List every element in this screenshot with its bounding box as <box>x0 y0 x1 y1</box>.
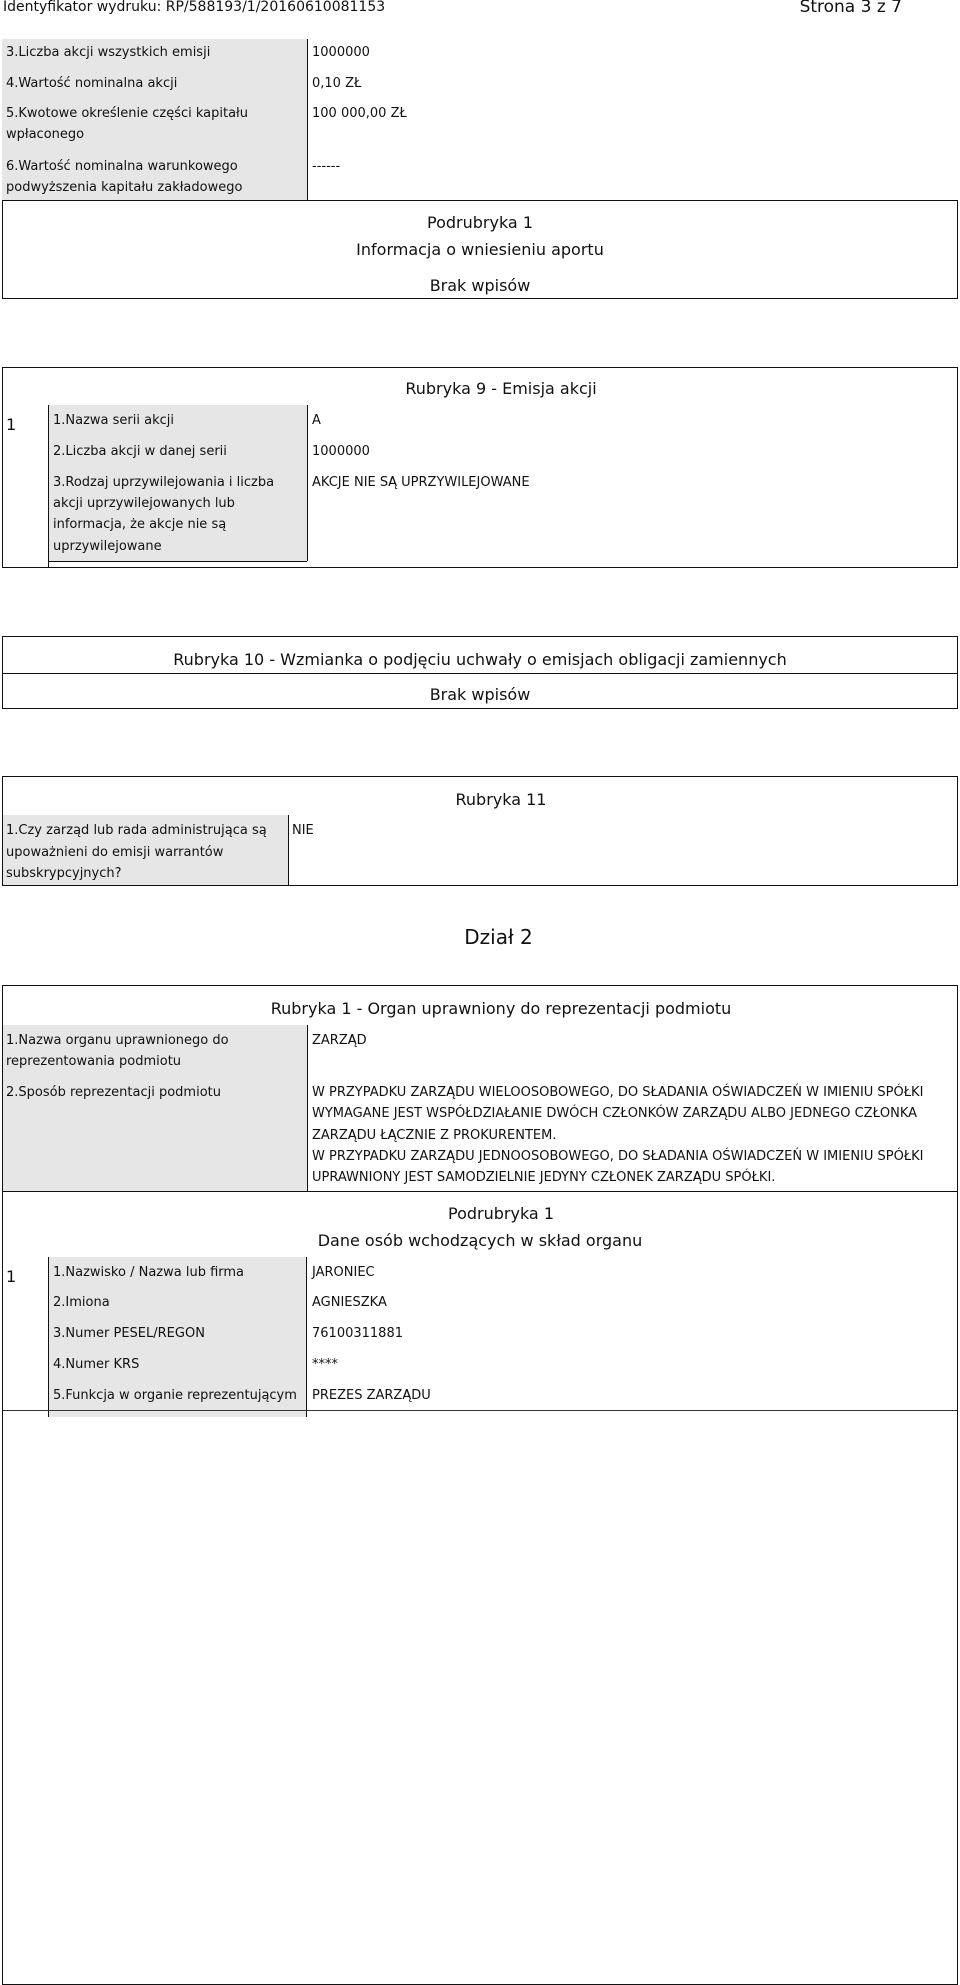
aport-section <box>2 200 958 299</box>
member-row-value: AGNIESZKA <box>312 1295 387 1310</box>
members-subtitle: Dane osób wchodzących w skład organu <box>317 1231 643 1250</box>
rubryka1-row-label: 2.Sposób reprezentacji podmiotu <box>6 1085 221 1100</box>
representation-text: W PRZYPADKU ZARZĄDU JEDNOOSOBOWEGO, DO SŁADANIA OŚWIADCZEŃ W IMIENIU SPÓŁKI <box>312 1149 924 1164</box>
rubryka10-status: Brak wpisów <box>429 685 531 704</box>
top-row-label: 5.Kwotowe określenie części kapitału <box>6 106 248 121</box>
representation-text: UPRAWNIONY JEST SAMODZIELNIE JEDYNY CZŁONEK ZARZĄDU SPÓŁKI. <box>312 1170 776 1185</box>
aport-subtitle: Informacja o wniesieniu aportu <box>356 240 604 259</box>
rubryka11-label: 1.Czy zarząd lub rada administrująca są <box>6 823 267 838</box>
top-row-label: podwyższenia kapitału zakładowego <box>6 180 243 195</box>
rubryka11-title: Rubryka 11 <box>455 790 547 809</box>
members-title: Podrubryka 1 <box>448 1204 554 1223</box>
representation-text: WYMAGANE JEST WSPÓŁDZIAŁANIE DWÓCH CZŁONKÓW ZARZĄDU ALBO JEDNEGO CZŁONKA <box>312 1106 918 1121</box>
member-row-value: JARONIEC <box>312 1265 375 1280</box>
rubryka9-row-value: AKCJE NIE SĄ UPRZYWILEJOWANE <box>312 475 530 490</box>
top-row-label: 6.Wartość nominalna warunkowego <box>6 159 238 174</box>
rubryka9-row-label: 3.Rodzaj uprzywilejowania i liczba <box>53 475 275 490</box>
member-row-value: PREZES ZARZĄDU <box>312 1388 431 1403</box>
rubryka9-row-label: akcji uprzywilejowanych lub <box>53 496 235 511</box>
member-row-label: 5.Funkcja w organie reprezentującym <box>53 1388 297 1403</box>
page-number: Strona 3 z 7 <box>799 0 902 17</box>
rubryka1-row-value: ZARZĄD <box>312 1033 367 1048</box>
top-row-value: 0,10 ZŁ <box>312 76 362 91</box>
member-row-label: 2.Imiona <box>53 1295 110 1310</box>
member-row-label: 3.Numer PESEL/REGON <box>53 1326 205 1341</box>
rubryka1-row-label: 1.Nazwa organu uprawnionego do <box>6 1033 229 1048</box>
top-row-label: 3.Liczba akcji wszystkich emisji <box>6 45 211 60</box>
rubryka9-index: 1 <box>6 415 17 434</box>
top-row-value: ------ <box>312 159 341 174</box>
aport-status: Brak wpisów <box>429 276 531 295</box>
top-row-label: 4.Wartość nominalna akcji <box>6 76 178 91</box>
print-identifier: Identyfikator wydruku: RP/588193/1/20160610081153 <box>3 0 386 15</box>
member-row-value: **** <box>312 1357 338 1372</box>
rubryka9-row-label: uprzywilejowane <box>53 539 162 554</box>
member-row-label: 1.Nazwisko / Nazwa lub firma <box>53 1265 245 1280</box>
representation-text: ZARZĄDU ŁĄCZNIE Z PROKURENTEM. <box>312 1128 557 1143</box>
top-row-value: 100 000,00 ZŁ <box>312 106 407 121</box>
rubryka9-row-label: informacja, że akcje nie są <box>53 517 227 532</box>
members-index: 1 <box>6 1267 17 1286</box>
aport-title: Podrubryka 1 <box>427 213 533 232</box>
rubryka11-label: subskrypcyjnych? <box>6 866 122 881</box>
page-header <box>0 0 960 22</box>
rubryka9-row-value: 1000000 <box>312 444 370 459</box>
rubryka1-title: Rubryka 1 - Organ uprawniony do reprezentacji podmiotu <box>270 999 732 1018</box>
rubryka11-label: upoważnieni do emisji warrantów <box>6 845 224 860</box>
rubryka10-section <box>2 636 958 709</box>
rubryka1-row-label: reprezentowania podmiotu <box>6 1054 182 1069</box>
rubryka9-row-label: 2.Liczba akcji w danej serii <box>53 444 227 459</box>
top-row-label: wpłaconego <box>6 127 85 142</box>
representation-text: W PRZYPADKU ZARZĄDU WIELOOSOBOWEGO, DO SŁADANIA OŚWIADCZEŃ W IMIENIU SPÓŁKI <box>312 1085 924 1100</box>
top-row-value: 1000000 <box>312 45 370 60</box>
rubryka10-title: Rubryka 10 - Wzmianka o podjęciu uchwały o emisjach obligacji zamiennych <box>173 650 787 669</box>
member-row-label: 4.Numer KRS <box>53 1357 140 1372</box>
dzial2-title: Dział 2 <box>464 925 533 949</box>
member-row-value: 76100311881 <box>312 1326 403 1341</box>
rubryka9-title: Rubryka 9 - Emisja akcji <box>405 379 597 398</box>
rubryka11-value: NIE <box>292 823 314 838</box>
rubryka9-row-value: A <box>312 413 321 428</box>
rubryka9-row-label: 1.Nazwa serii akcji <box>53 413 174 428</box>
